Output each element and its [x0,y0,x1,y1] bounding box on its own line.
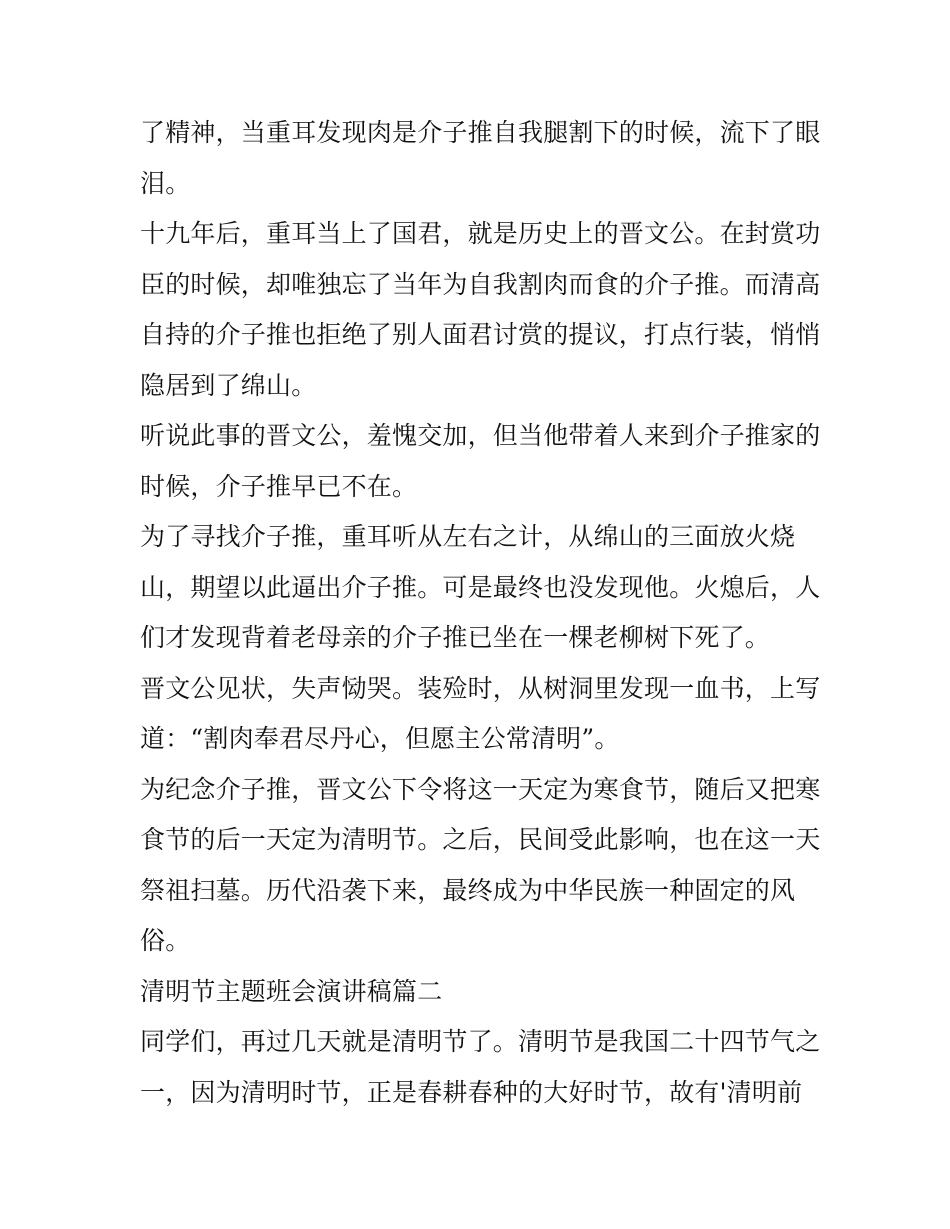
text-line: 自持的介子推也拒绝了别人面君讨赏的提议，打点行装，悄悄 [140,320,821,349]
text-line: 为纪念介子推，晋文公下令将这一天定为寒食节，随后又把寒 [140,774,821,804]
text-line: 为了寻找介子推，重耳听从左右之计，从绵山的三面放火烧 [140,522,796,551]
text-line: 一，因为清明时节，正是春耕春种的大好时节，故有'清明前 [140,1077,803,1107]
text-line: 道：“割肉奉君尽丹心，但愿主公常清明”。 [140,724,620,753]
document-body [140,108,820,1118]
text-line: 同学们，再过几天就是清明节了。清明节是我国二十四节气之 [140,1027,821,1056]
text-line: 食节的后一天定为清明节。之后，民间受此影响，也在这一天 [140,825,821,854]
text-line: 时候，介子推早已不在。 [140,471,418,501]
text-line: 祭祖扫墓。历代沿袭下来，最终成为中华民族一种固定的风 [140,875,796,905]
text-line: 十九年后，重耳当上了国君，就是历史上的晋文公。在封赏功 [140,219,821,248]
text-line: 隐居到了绵山。 [140,370,317,400]
text-line: 们才发现背着老母亲的介子推已坐在一棵老柳树下死了。 [140,623,771,652]
text-line: 臣的时候，却唯独忘了当年为自我割肉而食的介子推。而清高 [140,269,821,299]
text-line: 晋文公见状，失声恸哭。装殓时，从树洞里发现一血书，上写 [140,673,821,703]
text-line: 俗。 [140,926,191,955]
text-line: 山，期望以此逼出介子推。可是最终也没发现他。火熄后，人 [140,572,821,602]
text-line: 泪。 [140,168,191,198]
text-line: 听说此事的晋文公，羞愧交加，但当他带着人来到介子推家的 [140,421,821,450]
text-line: 了精神，当重耳发现肉是介子推自我腿割下的时候，流下了眼 [140,118,821,147]
section-heading: 清明节主题班会演讲稿篇二 [140,976,443,1006]
